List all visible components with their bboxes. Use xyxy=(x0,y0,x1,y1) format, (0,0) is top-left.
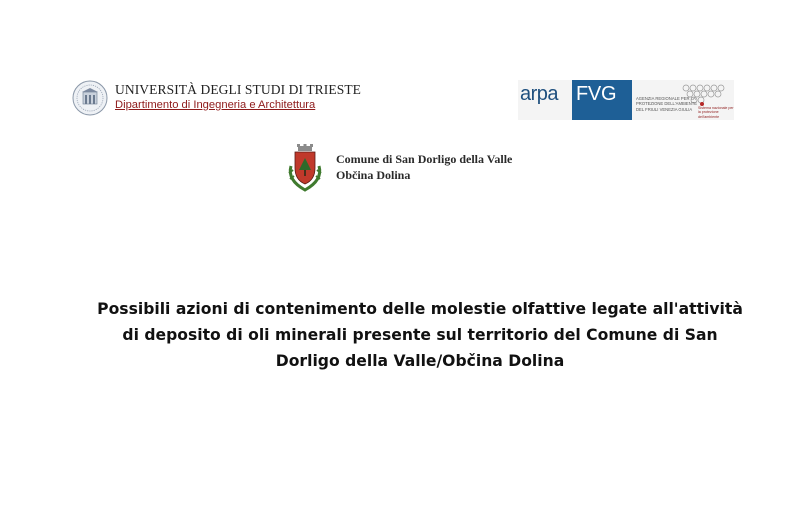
comune-name-italian: Comune di San Dorligo della Valle xyxy=(336,152,513,166)
university-seal-icon xyxy=(72,80,108,116)
title-line-2: di deposito di oli minerali presente sul territorio del Comune di San xyxy=(122,326,718,344)
arpa-fvg-text: FVG xyxy=(576,83,617,105)
arpa-fvg-logo xyxy=(518,80,734,120)
arpa-wordmark: arpa xyxy=(520,83,559,105)
arpa-wordmark-area xyxy=(518,80,572,120)
network-dots-icon xyxy=(680,82,732,108)
university-logo xyxy=(72,80,392,120)
comune-logo xyxy=(285,140,585,196)
university-name: UNIVERSITÀ DEGLI STUDI DI TRIESTE xyxy=(115,82,362,97)
title-line-3: Dorligo della Valle/Občina Dolina xyxy=(275,352,565,370)
arpa-fvg-box xyxy=(572,80,632,120)
comune-name-slovenian: Občina Dolina xyxy=(336,168,411,182)
arpa-certification: Sistema nazionale per la protezione dell'ambiente xyxy=(698,106,734,119)
department-link[interactable]: Dipartimento di Ingegneria e Architettura xyxy=(115,99,316,111)
municipal-crest-icon xyxy=(285,140,325,192)
arpa-description: AGENZIA REGIONALE PER LA PROTEZIONE DELL'AMBIENTE DEL FRIULI VENEZIA GIULIA xyxy=(636,96,698,112)
title-line-1: Possibili azioni di contenimento delle molestie olfattive legate all'attività xyxy=(97,300,743,318)
document-title xyxy=(40,296,800,374)
